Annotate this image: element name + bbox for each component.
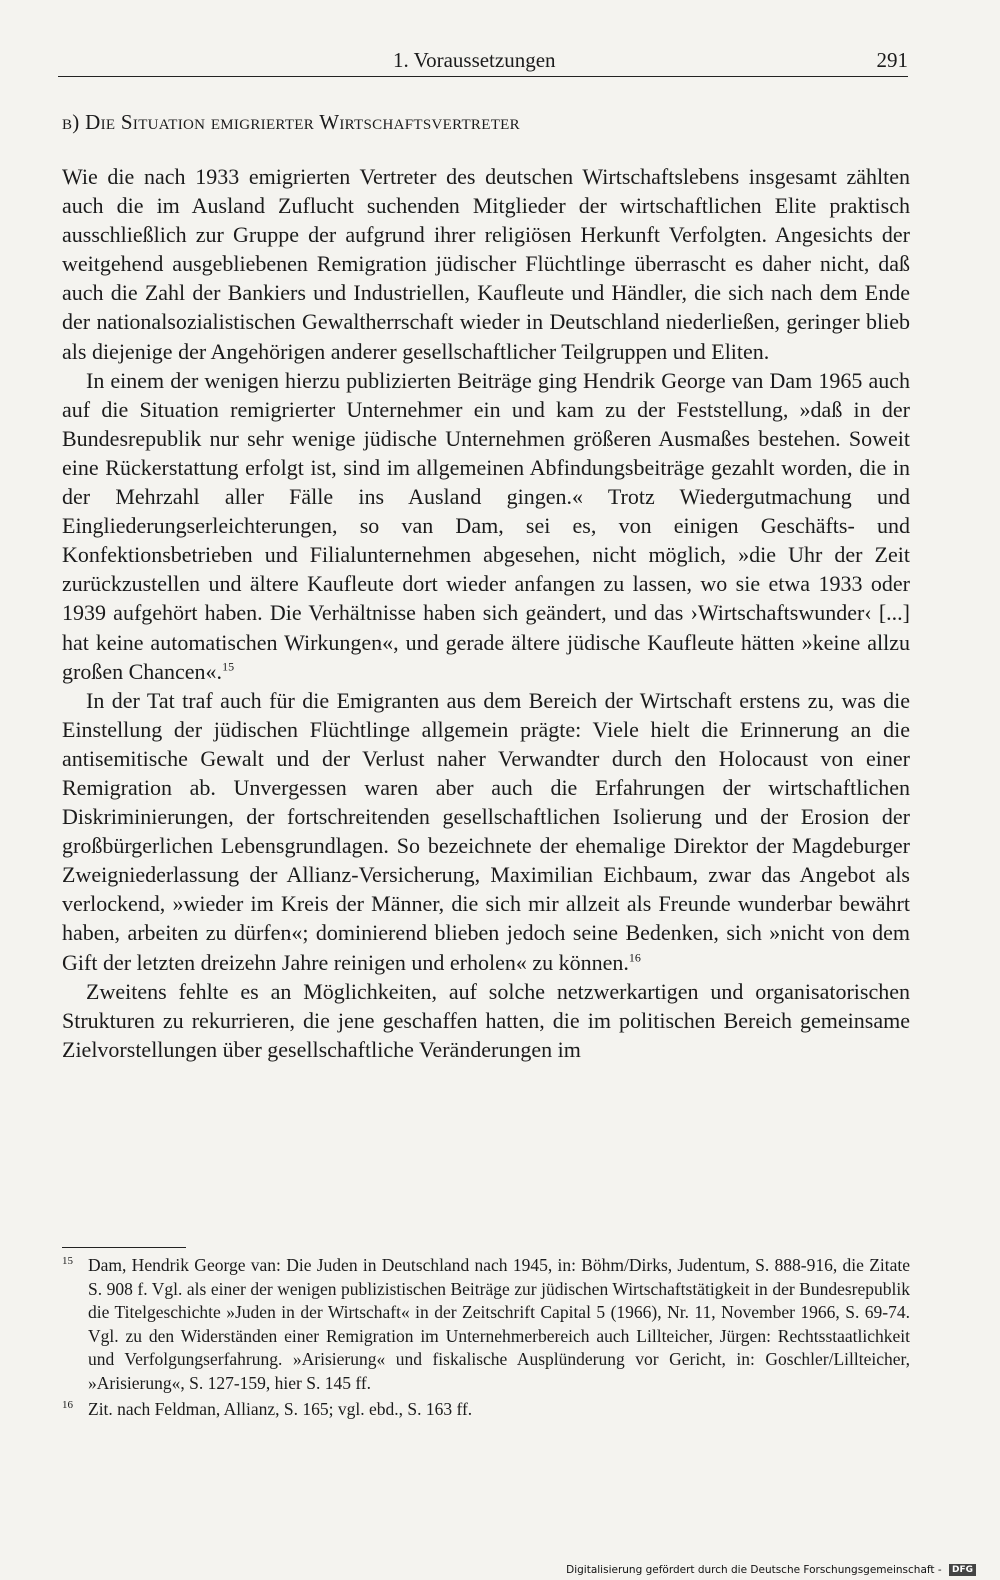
footnotes: [62, 1254, 910, 1425]
footnote: [62, 1254, 910, 1395]
digitization-credit: [566, 1564, 976, 1576]
paragraph-text: In einem der wenigen hierzu publizierten Beiträge ging Hendrik George van Dam 1965 auch auf die Situation remigrierter Unternehmer ein und kam zu der Feststellung, »daß in der Bundesrepublik nur sehr wenige jüdische Unternehmen größeren Ausmaßes bestehen. Soweit eine Rückerstattung erfolgt ist, sind im allgemeinen Abfindungsbeiträge gezahlt worden, die in der Mehrzahl aller Fälle ins Ausland gingen.« Trotz Wiedergutmachung und Eingliederungserleichterungen, so van Dam, sei es, von einigen Geschäfts- und Konfektionsbetrieben und Filialunternehmen abgesehen, nicht möglich, »die Uhr der Zeit zurückzustellen und ältere Kaufleute dort wieder anfangen zu lassen, wo sie etwa 1933 oder 1939 aufgehört haben. Die Verhältnisse haben sich geändert, und das ›Wirtschaftswunder‹ [...] hat keine automatischen Wirkungen«, und gerade ältere jüdische Kaufleute hätten »keine allzu großen Chancen«.: [62, 367, 910, 684]
paragraph: [62, 686, 910, 977]
paragraph: [62, 366, 910, 686]
footnote-text: Zit. nach Feldman, Allianz, S. 165; vgl. ebd., S. 163 ff.: [88, 1399, 473, 1419]
running-header: [58, 44, 908, 77]
dfg-logo: DFG: [949, 1564, 976, 1576]
chapter-title: 1. Voraussetzungen: [393, 48, 556, 72]
footnote: [62, 1398, 910, 1422]
footnote-divider: [62, 1247, 186, 1248]
paragraph: [62, 977, 910, 1064]
body-text: [62, 162, 910, 1064]
footnote-number: 16: [62, 1399, 73, 1411]
paragraph-text: Zweitens fehlte es an Möglichkeiten, auf solche netzwerkartigen und organisatorischen Strukturen zu rekurrieren, die jene geschaffen hatten, die im politischen Bereich gemeinsame Zielvorstellungen über gesellschaftliche Veränderungen im: [62, 978, 910, 1062]
footnote-text: Dam, Hendrik George van: Die Juden in Deutschland nach 1945, in: Böhm/Dirks, Judentum, S. 888-916, die Zitate S. 908 f. Vgl. als einer der wenigen publizistischen Beiträge zur jüdischen Wirtschaftstätigkeit in der Bundesrepublik die Titelgeschichte »Juden in der Wirtschaft« in der Zeitschrift Capital 5 (1966), Nr. 11, November 1966, S. 69-74. Vgl. zu den Widerständen einer Remigration im Unternehmerbereich auch Lillteicher, Jürgen: Rechtsstaatlichkeit und Verfolgungserfahrung. »Arisierung« und fiskalische Ausplünderung vor Gericht, in: Goschler/Lillteicher, »Arisierung«, S. 127-159, hier S. 145 ff.: [88, 1255, 910, 1393]
paragraph-text: In der Tat traf auch für die Emigranten aus dem Bereich der Wirtschaft erstens zu, was die Einstellung der jüdischen Flüchtlinge allgemein prägte: Viele hielt die Erinnerung an die antisemitische Gewalt und der Verlust naher Verwandter durch den Holocaust von einer Remigration ab. Unvergessen waren aber auch die Erfahrungen der wirtschaftlichen Diskriminierungen, der fortschreitenden gesellschaftlichen Isolierung und der Erosion der großbürgerlichen Lebensgrundlagen. So bezeichnete der ehemalige Direktor der Magdeburger Zweigniederlassung der Allianz-Versicherung, Maximilian Eichbaum, zwar das Angebot als verlockend, »wieder im Kreis der Männer, die sich mir allzeit als Freunde wunderbar bewährt haben, arbeiten zu dürfen«; dominierend blieben jedoch seine Bedenken, sich »nicht von dem Gift der letzten dreizehn Jahre reinigen und erholen« zu können.: [62, 687, 910, 975]
paragraph: [62, 162, 910, 366]
credit-text: Digitalisierung gefördert durch die Deutsche Forschungsgemeinschaft -: [566, 1564, 942, 1576]
paragraph-text: Wie die nach 1933 emigrierten Vertreter des deutschen Wirtschaftslebens insgesamt zählten auch die im Ausland Zuflucht suchenden Mitglieder der wirtschaftlichen Elite praktisch ausschließlich zur Gruppe der aufgrund ihrer religiösen Herkunft Verfolgten. Angesichts der weitgehend ausgebliebenen Remigration jüdischer Flüchtlinge überrascht es daher nicht, daß auch die Zahl der Bankiers und Industriellen, Kaufleute und Händler, die sich nach dem Ende der nationalsozialistischen Gewaltherrschaft wieder in Deutschland niederließen, geringer blieb als diejenige der Angehörigen anderer gesellschaftlicher Teilgruppen und Eliten.: [62, 164, 910, 364]
page-number: 291: [876, 48, 908, 72]
footnote-number: 15: [62, 1255, 73, 1267]
section-heading: b) Die Situation emigrierter Wirtschaftsvertreter: [62, 110, 520, 134]
footnote-ref: 16: [628, 950, 641, 965]
footnote-ref: 15: [222, 659, 235, 674]
